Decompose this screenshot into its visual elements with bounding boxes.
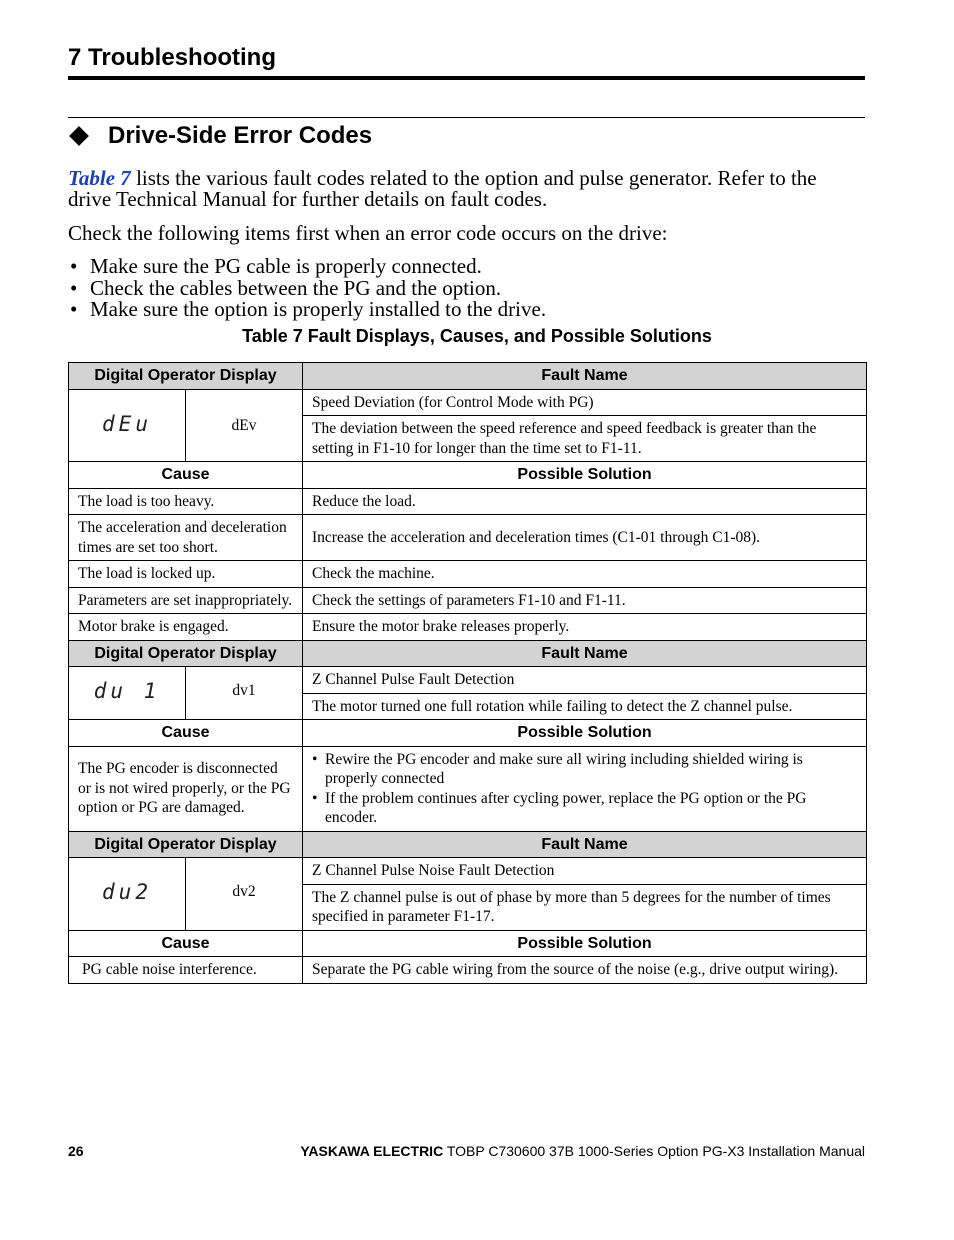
page-footer	[300, 1143, 865, 1159]
fault-description: The deviation between the speed reference and speed feedback is greater than the setting in F1-10 for longer than the time set to F1-11.	[303, 416, 867, 462]
fault-row	[69, 667, 867, 694]
list-item: • Rewire the PG encoder and make sure all wiring including shielded wiring is properly connected	[312, 750, 803, 787]
header-display: Digital Operator Display	[69, 831, 303, 858]
section-rule	[68, 117, 865, 118]
header-cause: Cause	[69, 930, 303, 957]
table-row	[69, 561, 867, 588]
fault-name: Z Channel Pulse Noise Fault Detection	[303, 858, 867, 885]
header-cause: Cause	[69, 462, 303, 489]
footer-brand: YASKAWA ELECTRIC	[300, 1143, 444, 1159]
fault-table	[68, 362, 867, 984]
fault-code: dv2	[186, 858, 303, 931]
chapter-heading: 7 Troubleshooting	[68, 44, 276, 71]
table-row	[69, 488, 867, 515]
led-display: dEu	[69, 389, 186, 462]
cause-header-row	[69, 462, 867, 489]
solution-cell: Ensure the motor brake releases properly.	[303, 614, 867, 641]
solution-cell: Check the settings of parameters F1-10 and F1-11.	[303, 587, 867, 614]
cause-header-row	[69, 720, 867, 747]
table-header-row	[69, 831, 867, 858]
table-row	[69, 746, 867, 831]
fault-name: Z Channel Pulse Fault Detection	[303, 667, 867, 694]
cause-header-row	[69, 930, 867, 957]
fault-row	[69, 858, 867, 885]
cause-cell: Motor brake is engaged.	[69, 614, 303, 641]
header-cause: Cause	[69, 720, 303, 747]
check-intro: Check the following items first when an error code occurs on the drive:	[68, 221, 668, 245]
intro-paragraph	[68, 168, 858, 210]
cause-cell: Parameters are set inappropriately.	[69, 587, 303, 614]
solution-cell	[303, 746, 867, 831]
section-title: Drive-Side Error Codes	[108, 122, 373, 149]
cause-cell: The acceleration and deceleration times are set too short.	[69, 515, 303, 561]
list-item: • If the problem continues after cycling power, replace the PG option or the PG encoder.	[312, 789, 807, 826]
list-item: • Make sure the PG cable is properly connected.	[70, 254, 482, 278]
fault-row	[69, 389, 867, 416]
header-solution: Possible Solution	[303, 462, 867, 489]
fault-description: The motor turned one full rotation while failing to detect the Z channel pulse.	[303, 693, 867, 720]
solution-cell: Check the machine.	[303, 561, 867, 588]
fault-code: dEv	[186, 389, 303, 462]
cause-cell: The load is locked up.	[69, 561, 303, 588]
header-display: Digital Operator Display	[69, 640, 303, 667]
fault-code: dv1	[186, 667, 303, 720]
solution-cell: Separate the PG cable wiring from the source of the noise (e.g., drive output wiring).	[303, 957, 867, 984]
intro-text: lists the various fault codes related to the option and pulse generator. Refer to the drive Technical Manual for further details on fault codes.	[68, 166, 817, 211]
footer-doc: TOBP C730600 37B 1000-Series Option PG-X3 Installation Manual	[443, 1143, 865, 1159]
table-7-link[interactable]: Table 7	[68, 166, 131, 190]
header-display: Digital Operator Display	[69, 363, 303, 390]
led-display: du 1	[69, 667, 186, 720]
solution-list	[312, 750, 857, 828]
table-header-row	[69, 363, 867, 390]
header-fault-name: Fault Name	[303, 363, 867, 390]
page-number: 26	[68, 1143, 84, 1159]
table-row	[69, 515, 867, 561]
solution-cell: Increase the acceleration and deceleration times (C1-01 through C1-08).	[303, 515, 867, 561]
table-row	[69, 587, 867, 614]
cause-cell: The PG encoder is disconnected or is not wired properly, or the PG option or PG are damaged.	[69, 746, 303, 831]
chapter-rule	[68, 76, 865, 80]
header-solution: Possible Solution	[303, 720, 867, 747]
solution-cell: Reduce the load.	[303, 488, 867, 515]
list-item: • Check the cables between the PG and the option.	[70, 275, 502, 300]
table-caption: Table 7 Fault Displays, Causes, and Possible Solutions	[242, 326, 712, 346]
table-row	[69, 614, 867, 641]
check-list	[70, 256, 546, 321]
list-item: • Make sure the option is properly installed to the drive.	[70, 297, 547, 321]
header-solution: Possible Solution	[303, 930, 867, 957]
fault-name: Speed Deviation (for Control Mode with PG)	[303, 389, 867, 416]
header-fault-name: Fault Name	[303, 831, 867, 858]
header-fault-name: Fault Name	[303, 640, 867, 667]
section-heading	[68, 122, 372, 150]
cause-cell: PG cable noise interference.	[69, 957, 303, 984]
table-row	[69, 957, 867, 984]
cause-cell: The load is too heavy.	[69, 488, 303, 515]
fault-description: The Z channel pulse is out of phase by more than 5 degrees for the number of times specified in parameter F1-17.	[303, 884, 867, 930]
diamond-icon	[69, 126, 89, 146]
table-header-row	[69, 640, 867, 667]
led-display: du2	[69, 858, 186, 931]
